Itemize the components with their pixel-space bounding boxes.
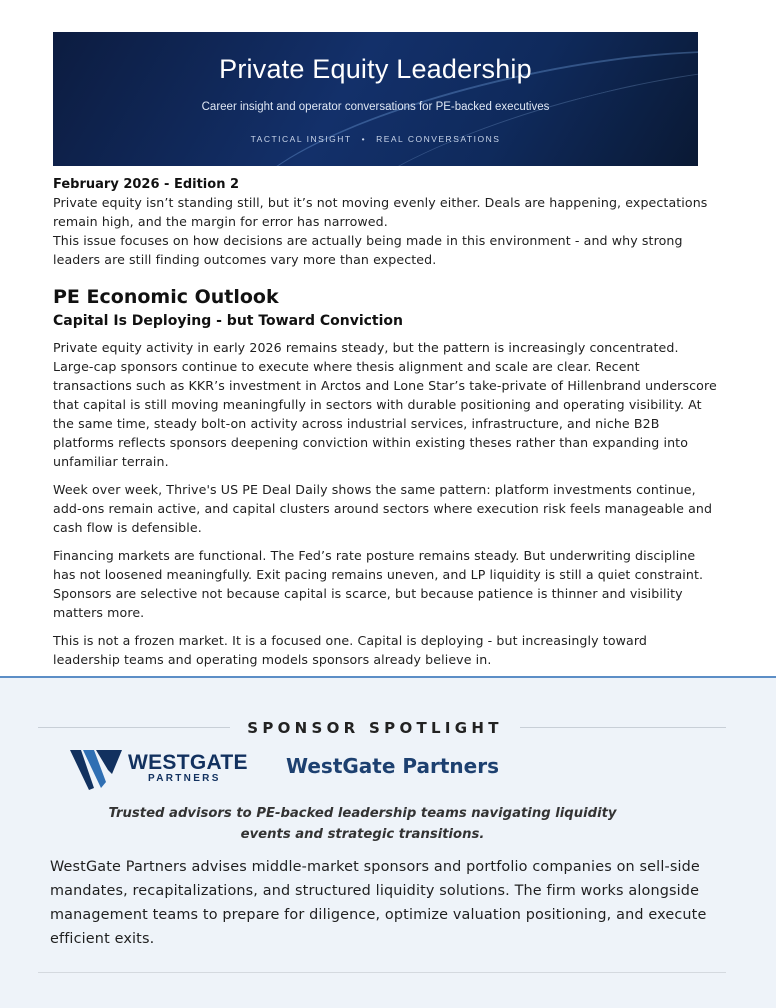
sponsor-name: WestGate Partners xyxy=(286,754,499,778)
banner-title: Private Equity Leadership xyxy=(219,54,532,84)
intro-paragraph-2: This issue focuses on how decisions are actually being made in this environment - and why strong leaders are still finding outcomes vary more than expected. xyxy=(53,233,683,267)
divider-left xyxy=(38,727,230,728)
westgate-logo[interactable] xyxy=(70,748,248,792)
logo-wordmark: WESTGATE xyxy=(128,751,248,774)
banner-tag-conversations: REAL CONVERSATIONS xyxy=(376,134,501,144)
outlook-paragraph: Financing markets are functional. The Fed’s rate posture remains steady. But underwriting discipline has not loosened meaningfully. Exit pacing remains uneven, and LP liquidity is still a quiet constraint. Sponsors are selective not because capital is scarce, but because patience is thinner and visibility matters more. xyxy=(53,548,704,620)
outlook-paragraph: Private equity activity in early 2026 remains steady, but the pattern is increasingly concentrated. Large-cap sponsors continue to execute where thesis alignment and scale are clear. Recent transactions such as KKR’s investment in Arctos and Lone Star’s take-private of Hillenbrand underscore that capital is still moving meaningfully in sectors with durable positioning and operating visibility. At the same time, steady bolt-on activity across industrial services, infrastructure, and niche B2B platforms reflects sponsors deepening conviction within existing theses rather than expanding into unfamiliar terrain. xyxy=(53,340,717,469)
sponsor-spotlight-section xyxy=(0,676,776,1008)
outlook-paragraph: Week over week, Thrive's US PE Deal Daily shows the same pattern: platform investments continue, add-ons remain active, and capital clusters around sectors where execution risk feels manageable and cash flow is defensible. xyxy=(53,482,713,535)
sponsor-tagline: Trusted advisors to PE-backed leadership teams navigating liquidity events and strategic transitions. xyxy=(108,806,617,842)
outlook-subheading: Capital Is Deploying - but Toward Conviction xyxy=(53,313,403,329)
westgate-w-mark-icon xyxy=(70,748,128,792)
divider-right xyxy=(520,727,726,728)
sponsor-section-title: SPONSOR SPOTLIGHT xyxy=(247,719,503,737)
newsletter-banner xyxy=(53,32,698,166)
banner-subtitle: Career insight and operator conversations for PE-backed executives xyxy=(201,101,550,113)
logo-subtext: PARTNERS xyxy=(148,773,221,784)
banner-tags xyxy=(53,134,698,144)
intro-paragraph-1: Private equity isn’t standing still, but it’s not moving evenly either. Deals are happening, expectations remain high, and the margin for error has narrowed. xyxy=(53,195,708,229)
sponsor-description: WestGate Partners advises middle-market sponsors and portfolio companies on sell-side mandates, recapitalizations, and structured liquidity solutions. The firm works alongside management teams to prepare for diligence, optimize valuation positioning, and execute efficient exits. xyxy=(50,859,707,947)
newsletter-content xyxy=(53,176,717,669)
bottom-divider xyxy=(38,972,726,973)
edition-label: February 2026 - Edition 2 xyxy=(53,177,240,192)
banner-tag-separator: • xyxy=(361,134,367,144)
outlook-paragraph: This is not a frozen market. It is a focused one. Capital is deploying - but increasingly toward leadership teams and operating models sponsors already believe in. xyxy=(53,633,647,667)
banner-tag-tactical: TACTICAL INSIGHT xyxy=(250,134,352,144)
outlook-heading: PE Economic Outlook xyxy=(53,286,279,308)
